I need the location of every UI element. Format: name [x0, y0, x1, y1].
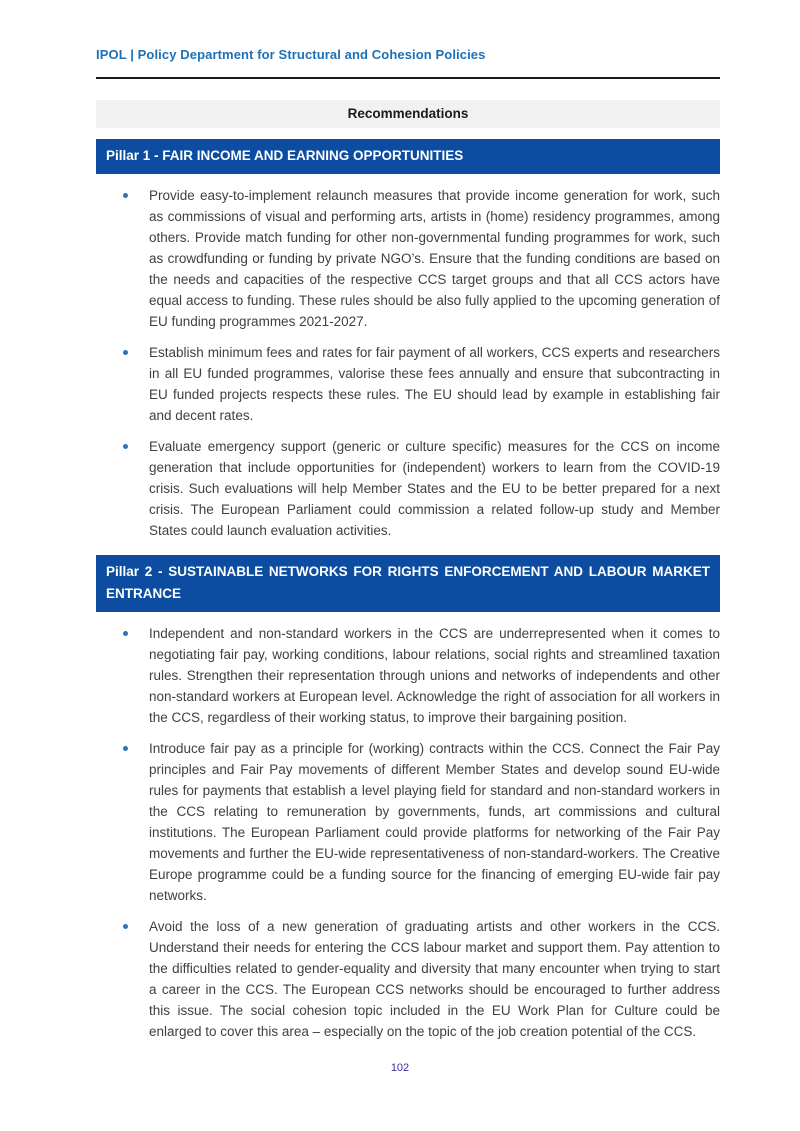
page-number: 102: [390, 1062, 410, 1074]
bullet-text: Independent and non-standard workers in the CCS are underrepresented when it comes to negotiating fair pay, working conditions, labour relations, social rights and streamlined taxation rules. Strengthen their representation through unions and networks of independents and other non-standard workers at European level. Acknowledge the right of association for all workers in the CCS, regardless of their working status, to improve their bargaining position.: [149, 626, 720, 725]
list-item: [96, 185, 720, 332]
page-header: [96, 0, 720, 79]
list-item: [96, 342, 720, 426]
pillar-1-heading: Pillar 1 - FAIR INCOME AND EARNING OPPORTUNITIES: [96, 139, 720, 174]
bullet-text: Provide easy-to-implement relaunch measures that provide income generation for work, such as commissions of visual and performing arts, artists in (home) residency programmes, among others. Provide match funding for other non-governmental funding programmes for work, such as crowdfunding or funding by private NGO’s. Ensure that the funding conditions are based on the needs and capacities of the respective CCS target groups and that all CCS actors have equal access to funding. These rules should be also fully applied to the upcoming generation of EU funding programmes 2021-2027.: [149, 188, 720, 329]
bullet-icon: [123, 444, 128, 449]
header-divider: [96, 77, 720, 79]
bullet-icon: [123, 350, 128, 355]
bullet-icon: [123, 193, 128, 198]
header-title: IPOL | Policy Department for Structural and Cohesion Policies: [96, 47, 486, 62]
recommendations-banner: Recommendations: [96, 100, 720, 128]
bullet-icon: [123, 631, 128, 636]
pillar-2-heading: Pillar 2 - SUSTAINABLE NETWORKS FOR RIGHTS ENFORCEMENT AND LABOUR MARKET ENTRANCE: [96, 555, 720, 612]
list-item: [96, 738, 720, 906]
pillar-1-bullet-list: [96, 185, 720, 541]
bullet-text: Establish minimum fees and rates for fair payment of all workers, CCS experts and researchers in all EU funded programmes, valorise these fees annually and ensure that subcontracting in EU funded projects respects these rules. The EU should lead by example in establishing fair and decent rates.: [149, 345, 720, 423]
bullet-text: Introduce fair pay as a principle for (working) contracts within the CCS. Connect the Fair Pay principles and Fair Pay movements of different Member States and develop sound EU-wide rules for payments that establish a level playing field for standard and non-standard workers in the CCS relating to remuneration by governments, funds, art commissions and cultural institutions. The European Parliament could provide platforms for networking of the Fair Pay movements and further the EU-wide representativeness of non-standard-workers. The Creative Europe programme could be a funding source for the financing of emerging EU-wide fair pay networks.: [149, 741, 720, 903]
bullet-text: Avoid the loss of a new generation of graduating artists and other workers in the CCS. Understand their needs for entering the CCS labour market and support them. Pay attention to the difficulties related to gender-equality and diversity that many encounter when trying to start a career in the CCS. The European CCS networks should be encouraged to further address this issue. The social cohesion topic included in the EU Work Plan for Culture could be enlarged to cover this area – especially on the topic of the job creation potential of the CCS.: [149, 919, 720, 1039]
list-item: [96, 916, 720, 1042]
bullet-text: Evaluate emergency support (generic or culture specific) measures for the CCS on income generation that include opportunities for (independent) workers to learn from the COVID-19 crisis. Such evaluations will help Member States and the EU to be better prepared for a next crisis. The European Parliament could commission a related follow-up study and Member States could launch evaluation activities.: [149, 439, 720, 538]
list-item: [96, 623, 720, 728]
document-page: [96, 0, 720, 1131]
bullet-icon: [123, 746, 128, 751]
pillar-2-bullet-list: [96, 623, 720, 1042]
bullet-icon: [123, 924, 128, 929]
list-item: [96, 436, 720, 541]
